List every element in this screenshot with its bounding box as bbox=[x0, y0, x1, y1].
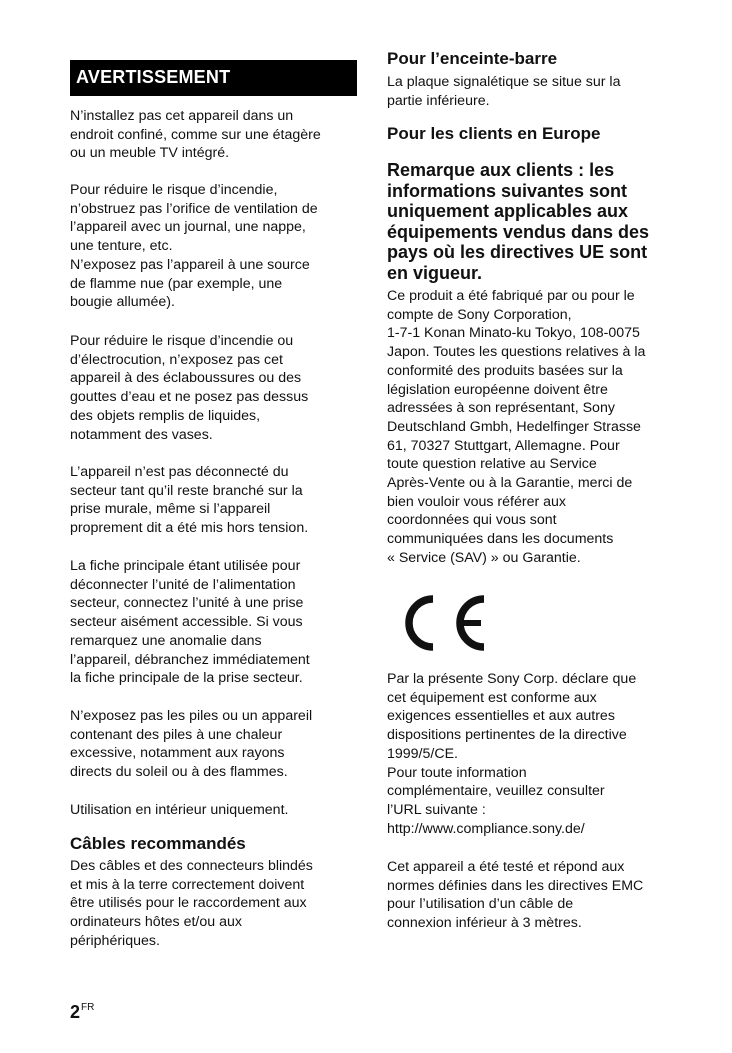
cables-paragraph: Des câbles et des connecteurs blindés et mis à la terre correctement doivent être utilisés pour le raccordement aux ordinateurs hôtes et/ou aux périphériques. bbox=[70, 858, 313, 949]
warning-paragraph-batteries: N’exposez pas les piles ou un appareil contenant des piles à une chaleur excessive, notamment aux rayons directs du soleil ou à des flammes. bbox=[70, 708, 313, 781]
eu-notice-heading: Remarque aux clients : les informations suivantes sont uniquement applicables aux équipements vendus dans des pays où les directives UE sont en vigueur. bbox=[387, 160, 650, 283]
soundbar-heading: Pour l’enceinte-barre bbox=[387, 49, 558, 68]
page-language-code: FR bbox=[81, 1002, 95, 1013]
warning-heading: AVERTISSEMENT bbox=[70, 60, 357, 96]
warning-paragraph-electrocution: Pour réduire le risque d’incendie ou d’électrocution, n’exposez pas cet appareil à des éclaboussures ou des gouttes d’eau et ne posez pas dessus des objets remplis de liquides, notamment des vases. bbox=[70, 333, 309, 443]
page-number bbox=[70, 1002, 94, 1023]
soundbar-paragraph: La plaque signalétique se situe sur la partie inférieure. bbox=[387, 74, 621, 109]
declaration-paragraph: Par la présente Sony Corp. déclare que cet équipement est conforme aux exigences essentielles et aux autres dispositions pertinentes de la directive 1999/5/CE. Pour toute information complémentaire, veuillez consulter l’URL suivante : http://www.compliance.sony.de/ bbox=[387, 671, 637, 837]
warning-paragraph-indoor: Utilisation en intérieur uniquement. bbox=[70, 802, 289, 818]
ce-mark-icon bbox=[393, 592, 489, 654]
warning-paragraph-disconnection: L’appareil n’est pas déconnecté du secteur tant qu’il reste branché sur la prise murale, même si l’appareil proprement dit a été mis hors tension. bbox=[70, 464, 309, 537]
warning-paragraph-main-plug: La fiche principale étant utilisée pour déconnecter l’unité de l’alimentation secteur, connectez l’unité à une prise secteur aisément accessible. Si vous remarquez une anomalie dans l’appareil, débranchez immédiatement la fiche principale de la prise secteur. bbox=[70, 558, 310, 687]
europe-heading: Pour les clients en Europe bbox=[387, 124, 601, 143]
page-number-value: 2 bbox=[70, 1002, 81, 1022]
warning-paragraph-placement: N’installez pas cet appareil dans un endroit confiné, comme sur une étagère ou un meuble TV intégré. bbox=[70, 108, 321, 162]
warning-paragraph-ventilation: Pour réduire le risque d’incendie, n’obstruez pas l’orifice de ventilation de l’appareil avec un journal, une nappe, une tenture, etc. N’exposez pas l’appareil à une source de flamme nue (par exemple, une bougie allumée). bbox=[70, 182, 318, 311]
emc-paragraph: Cet appareil a été testé et répond aux normes définies dans les directives EMC pour l’utilisation d’un câble de connexion inférieur à 3 mètres. bbox=[387, 859, 644, 932]
cables-heading: Câbles recommandés bbox=[70, 834, 246, 853]
manufacturer-paragraph: Ce produit a été fabriqué par ou pour le compte de Sony Corporation, 1-7-1 Konan Minato-ku Tokyo, 108-0075 Japon. Toutes les questions relatives à la conformité des produits basées sur la législation européenne doivent être adressées à son représentant, Sony Deutschland Gmbh, Hedelfinger Strasse 61, 70327 Stuttgart, Allemagne. Pour toute question relative au Service Après-Vente ou à la Garantie, merci de bien vouloir vous référer aux coordonnées qui vous sont communiquées dans les documents « Service (SAV) » ou Garantie. bbox=[387, 288, 646, 566]
